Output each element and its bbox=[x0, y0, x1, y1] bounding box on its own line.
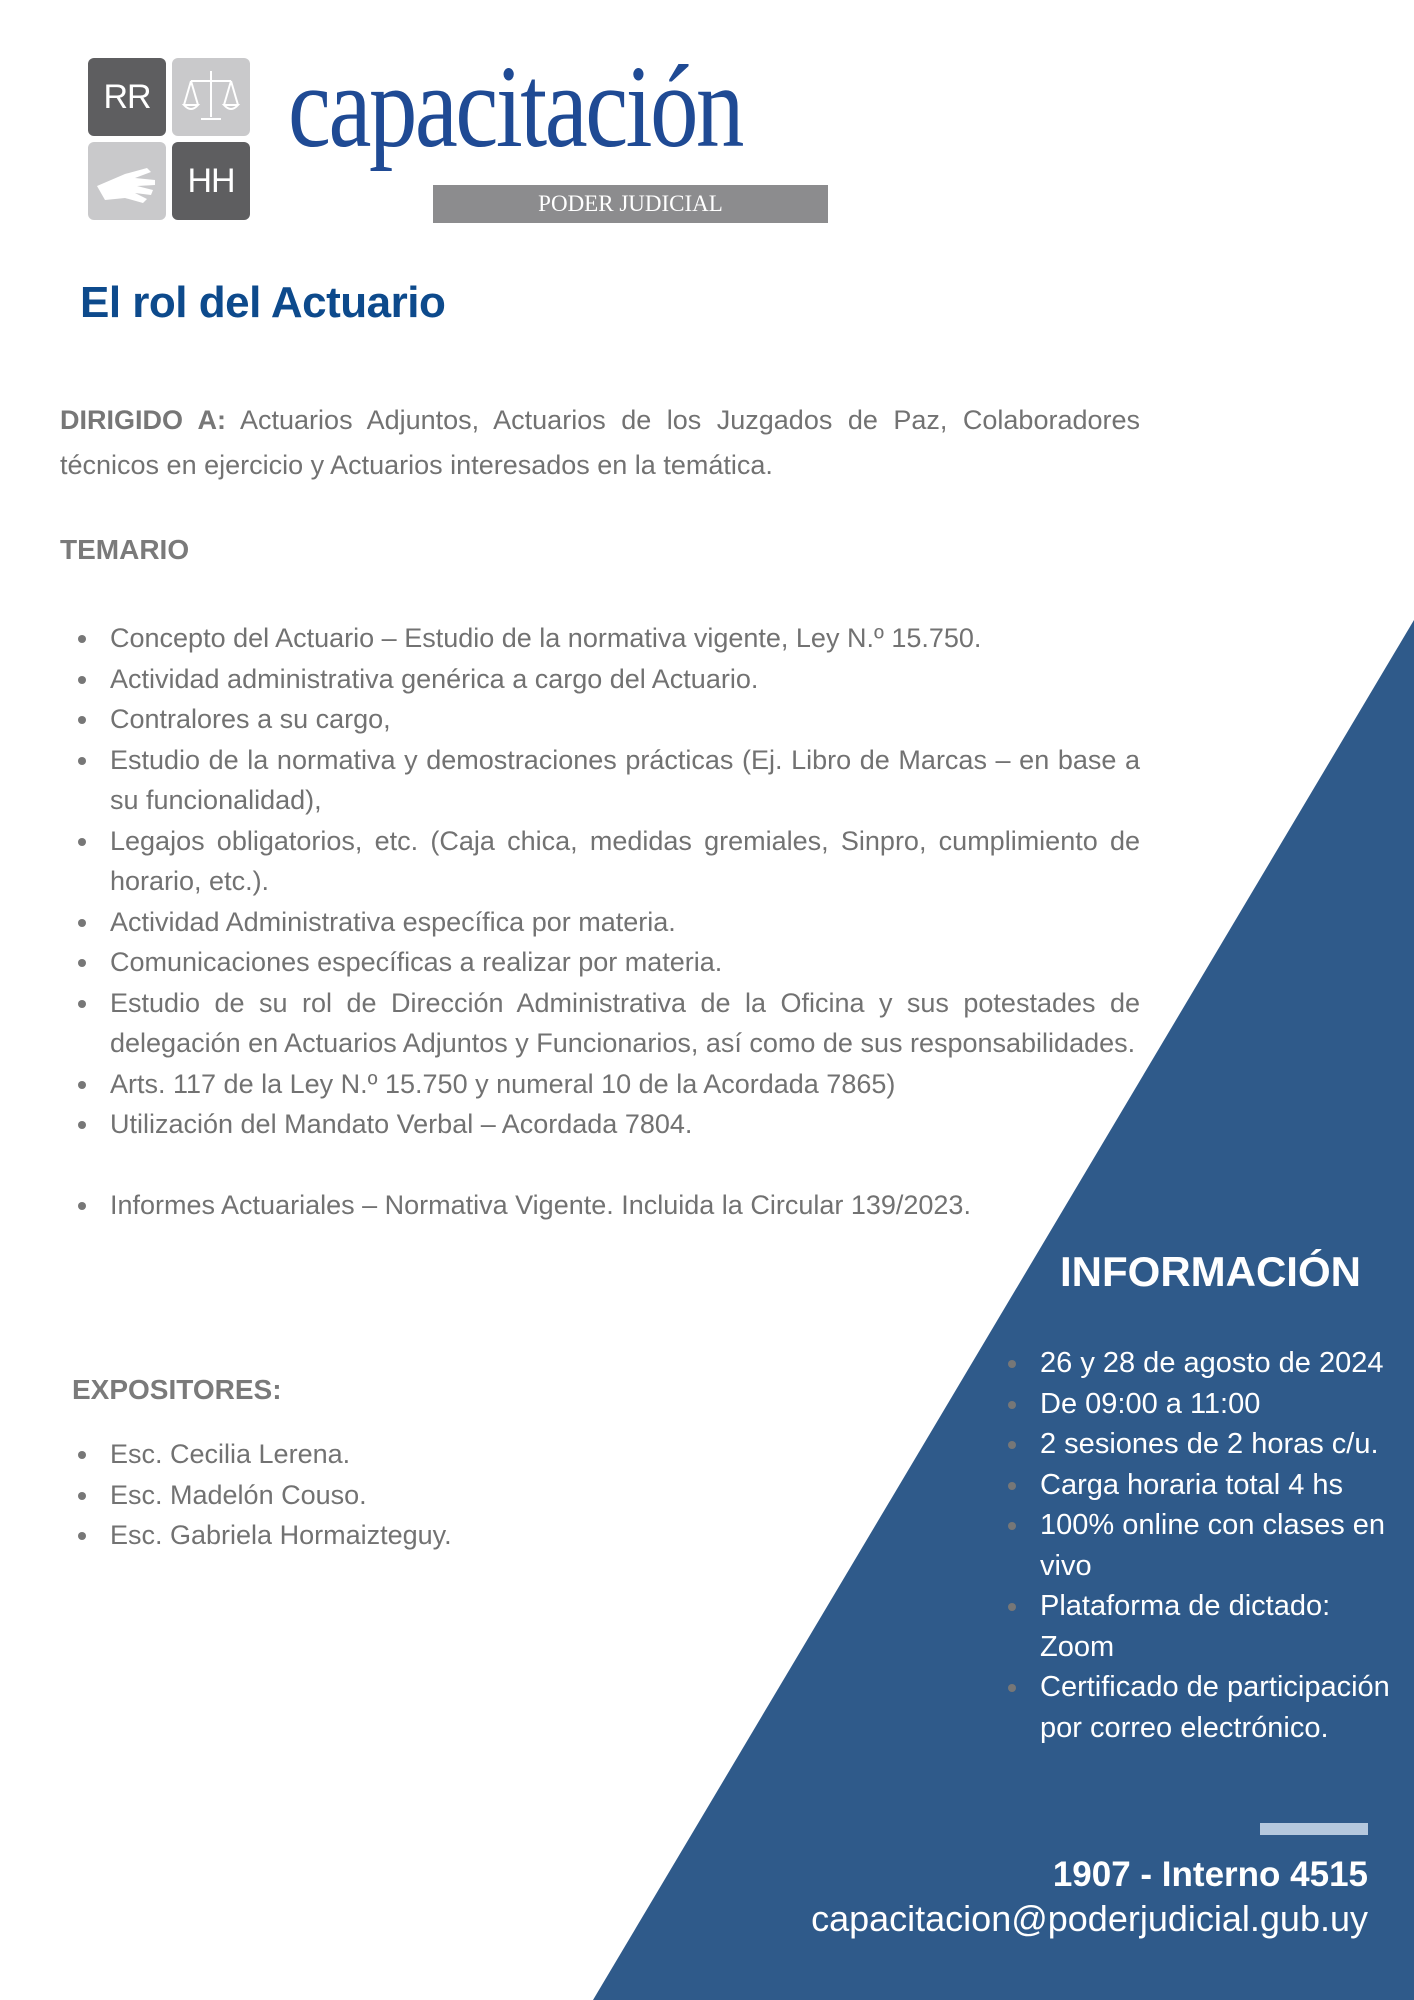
target-audience-label: DIRIGIDO A: bbox=[60, 405, 226, 435]
list-item: Actividad Administrativa específica por materia. bbox=[60, 902, 1140, 943]
logo-tile-rr: RR bbox=[88, 58, 166, 136]
list-item: Esc. Cecilia Lerena. bbox=[60, 1434, 660, 1475]
list-item: Estudio de la normativa y demostraciones prácticas (Ej. Libro de Marcas – en base a su funcionalidad), bbox=[60, 740, 1140, 821]
list-item: Utilización del Mandato Verbal – Acordada 7804. bbox=[60, 1104, 1140, 1145]
logo-subtitle: PODER JUDICIAL bbox=[433, 185, 828, 223]
list-item: Concepto del Actuario – Estudio de la normativa vigente, Ley N.º 15.750. bbox=[60, 618, 1140, 659]
list-item: Arts. 117 de la Ley N.º 15.750 y numeral 10 de la Acordada 7865) bbox=[60, 1064, 1140, 1105]
temario-list bbox=[60, 618, 1140, 1225]
list-item: Actividad administrativa genérica a cargo del Actuario. bbox=[60, 659, 1140, 700]
target-audience bbox=[60, 398, 1140, 488]
list-item: Esc. Gabriela Hormaizteguy. bbox=[60, 1515, 660, 1556]
temario-heading: TEMARIO bbox=[60, 534, 190, 565]
informacion-list bbox=[990, 1343, 1410, 1748]
logo-grid bbox=[88, 58, 252, 222]
expositores-list bbox=[60, 1434, 660, 1556]
contact-email[interactable]: capacitacion@poderjudicial.gub.uy bbox=[811, 1898, 1368, 1939]
list-item: 100% online con clases en vivo bbox=[990, 1505, 1410, 1586]
list-item: Comunicaciones específicas a realizar por materia. bbox=[60, 942, 1140, 983]
hand-icon bbox=[88, 142, 166, 220]
divider-bar bbox=[1260, 1823, 1368, 1835]
list-item: Carga horaria total 4 hs bbox=[990, 1465, 1410, 1506]
contact-phone: 1907 - Interno 4515 bbox=[1052, 1855, 1368, 1894]
list-item: Estudio de su rol de Dirección Administrativa de la Oficina y sus potestades de delegación en Actuarios Adjuntos y Funcionarios, así como de sus responsabilidades. bbox=[60, 983, 1140, 1064]
list-item: De 09:00 a 11:00 bbox=[990, 1384, 1410, 1425]
expositores-heading: EXPOSITORES: bbox=[72, 1374, 282, 1405]
list-item: Plataforma de dictado: Zoom bbox=[990, 1586, 1410, 1667]
scales-icon bbox=[172, 58, 250, 136]
logo-tile-hh: HH bbox=[172, 142, 250, 220]
list-item: 2 sesiones de 2 horas c/u. bbox=[990, 1424, 1410, 1465]
list-item: Certificado de participación por correo electrónico. bbox=[990, 1667, 1410, 1748]
logo-wordmark: capacitación bbox=[288, 41, 742, 172]
list-item: Legajos obligatorios, etc. (Caja chica, medidas gremiales, Sinpro, cumplimiento de horario, etc.). bbox=[60, 821, 1140, 902]
target-audience-text: Actuarios Adjuntos, Actuarios de los Juzgados de Paz, Colaboradores técnicos en ejercicio y Actuarios interesados en la temática. bbox=[60, 405, 1141, 480]
list-item: Esc. Madelón Couso. bbox=[60, 1475, 660, 1516]
list-item: Informes Actuariales – Normativa Vigente. Incluida la Circular 139/2023. bbox=[60, 1185, 1140, 1226]
list-item: 26 y 28 de agosto de 2024 bbox=[990, 1343, 1410, 1384]
page-title: El rol del Actuario bbox=[80, 278, 446, 327]
list-item: Contralores a su cargo, bbox=[60, 699, 1140, 740]
informacion-heading: INFORMACIÓN bbox=[1060, 1248, 1361, 1295]
